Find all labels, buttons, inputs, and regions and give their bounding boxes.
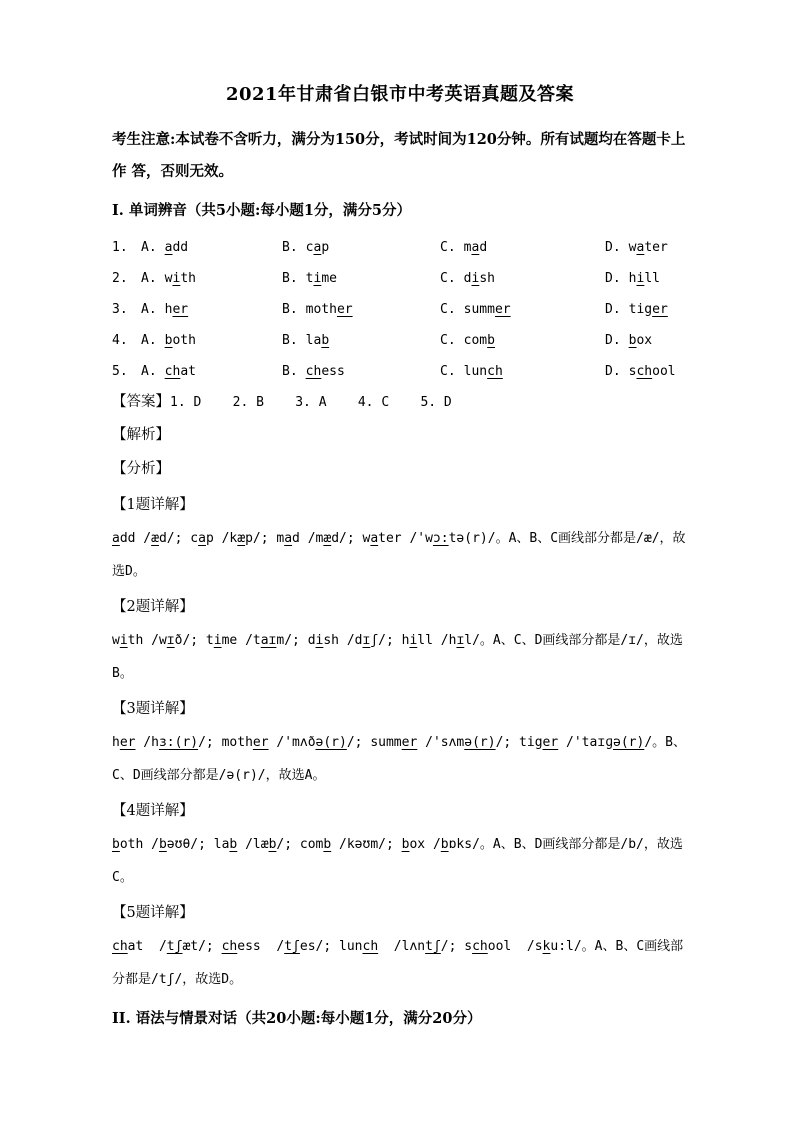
- option-label: D.: [605, 271, 621, 286]
- option-a: [112, 356, 282, 387]
- option-label: A.: [141, 271, 157, 286]
- option-b: [282, 263, 440, 294]
- text: es/; lun: [299, 939, 363, 954]
- option-label: C.: [440, 302, 456, 317]
- question-number: 5.: [112, 364, 128, 379]
- explanation-paragraph: [112, 624, 688, 690]
- explanation-paragraph: [112, 522, 688, 588]
- option-word: [629, 364, 676, 379]
- underlined-text: b: [321, 333, 330, 348]
- question-row: [112, 356, 688, 387]
- option-label: D.: [605, 333, 621, 348]
- question-row: [112, 325, 688, 356]
- option-word: [464, 302, 511, 317]
- text: c: [305, 240, 314, 255]
- option-a: [112, 232, 282, 263]
- underlined-text: æ: [237, 531, 246, 546]
- underlined-text: a: [636, 240, 645, 255]
- underlined-text: b: [164, 333, 173, 348]
- answers-values: 1. D 2. B 3. A 4. C 5. D: [170, 395, 452, 410]
- text: h: [112, 735, 120, 750]
- option-label: B.: [282, 240, 298, 255]
- option-b: [282, 294, 440, 325]
- option-b: [282, 325, 440, 356]
- question-row: [112, 232, 688, 263]
- text: ox: [636, 333, 653, 348]
- text: ool /s: [487, 939, 543, 954]
- underlined-text: i: [172, 271, 181, 286]
- option-label: C.: [440, 364, 456, 379]
- option-label: B.: [282, 271, 298, 286]
- text: ess /: [237, 939, 285, 954]
- option-label: C.: [440, 240, 456, 255]
- text: me /t: [221, 633, 261, 648]
- option-d: [605, 232, 688, 263]
- option-word: [306, 240, 329, 255]
- text: w: [628, 240, 637, 255]
- text: h: [164, 302, 173, 317]
- underlined-text: ch: [487, 364, 503, 379]
- text: oth /: [119, 837, 159, 852]
- underlined-text: ɜ:(r): [158, 735, 199, 750]
- text: /; com: [276, 837, 324, 852]
- underlined-text: ch: [636, 364, 653, 379]
- explanation-list: [112, 488, 688, 996]
- text: /; summ: [346, 735, 402, 750]
- jiexi-label: 【解析】: [112, 427, 170, 443]
- text: p/; m: [245, 531, 285, 546]
- text: sh /d: [323, 633, 363, 648]
- underlined-text: b: [229, 837, 238, 852]
- option-label: A.: [141, 240, 157, 255]
- underlined-text: ɪ: [456, 633, 465, 648]
- option-label: B.: [282, 302, 298, 317]
- underlined-text: a: [112, 531, 120, 546]
- underlined-text: i: [471, 271, 480, 286]
- text: d: [479, 240, 488, 255]
- explanation-heading: 【5题详解】: [112, 905, 194, 921]
- underlined-text: b: [440, 837, 449, 852]
- underlined-text: er: [494, 302, 511, 317]
- answers-label: 【答案】: [112, 394, 170, 410]
- option-a: [112, 325, 282, 356]
- text: tig: [628, 302, 653, 317]
- option-label: C.: [440, 271, 456, 286]
- candidate-notice: [112, 124, 688, 188]
- option-word: [464, 364, 503, 379]
- option-word: [165, 333, 196, 348]
- explanation-paragraph: [112, 828, 688, 894]
- text: ʃ/; h: [370, 633, 410, 648]
- option-c: [440, 356, 605, 387]
- text: /kəʊm/;: [331, 837, 402, 852]
- underlined-text: er: [252, 735, 269, 750]
- option-d: [605, 263, 688, 294]
- text: /; s: [440, 939, 473, 954]
- option-label: B.: [282, 364, 298, 379]
- text: la: [305, 333, 322, 348]
- question-number: 1.: [112, 240, 128, 255]
- underlined-text: er: [119, 735, 136, 750]
- question-row: [112, 294, 688, 325]
- section1-heading: I. 单词辨音（共5小题:每小题1分，满分5分）: [112, 202, 411, 219]
- text: t: [305, 271, 314, 286]
- text: /; moth: [198, 735, 253, 750]
- text: ll: [644, 271, 660, 286]
- text: tə(r)/。A、B、C画线部分都是/æ/，故选D。: [112, 531, 686, 579]
- option-word: [464, 271, 495, 286]
- option-word: [306, 333, 329, 348]
- underlined-text: a: [198, 531, 206, 546]
- text: at /: [127, 939, 167, 954]
- underlined-text: tʃ: [425, 939, 441, 954]
- text: ð/; t: [174, 633, 214, 648]
- underlined-text: er: [401, 735, 418, 750]
- underlined-text: ə(r): [315, 735, 347, 750]
- underlined-text: ə(r): [613, 735, 645, 750]
- answers-line: [112, 387, 688, 418]
- text: moth: [305, 302, 337, 317]
- text: sh: [479, 271, 495, 286]
- explanation-heading: 【1题详解】: [112, 497, 194, 513]
- option-word: [306, 364, 345, 379]
- text: p /k: [205, 531, 238, 546]
- text: th: [180, 271, 196, 286]
- underlined-text: ch: [472, 939, 488, 954]
- text: /; tig: [495, 735, 543, 750]
- underlined-text: b: [158, 837, 167, 852]
- option-word: [464, 333, 495, 348]
- underlined-text: er: [652, 302, 668, 317]
- underlined-text: ə(r): [464, 735, 496, 750]
- underlined-text: ɔ:: [432, 531, 449, 546]
- option-label: D.: [605, 302, 621, 317]
- text: s: [628, 364, 637, 379]
- underlined-text: b: [401, 837, 410, 852]
- text: ter: [644, 240, 668, 255]
- option-word: [165, 271, 196, 286]
- text: ox /: [409, 837, 441, 852]
- text: ll /h: [417, 633, 457, 648]
- notice-line-2: 作 答，否则无效。: [112, 163, 234, 180]
- option-a: [112, 263, 282, 294]
- underlined-text: k: [542, 939, 551, 954]
- option-word: [629, 240, 668, 255]
- option-word: [464, 240, 487, 255]
- phonetics-question-list: [112, 232, 688, 387]
- underlined-text: a: [313, 240, 322, 255]
- underlined-text: b: [323, 837, 332, 852]
- underlined-text: ch: [164, 364, 181, 379]
- underlined-text: a: [471, 240, 480, 255]
- text: ter /'w: [378, 531, 433, 546]
- option-word: [629, 271, 660, 286]
- text: d/; c: [158, 531, 199, 546]
- text: ool: [652, 364, 676, 379]
- option-d: [605, 294, 688, 325]
- underlined-text: er: [542, 735, 559, 750]
- option-c: [440, 263, 605, 294]
- option-word: [306, 271, 337, 286]
- text: u:l/。A、B、C画线部分都是/tʃ/，故选D。: [112, 939, 684, 987]
- text: dd: [172, 240, 189, 255]
- question-row: [112, 263, 688, 294]
- text: d /m: [292, 531, 324, 546]
- explanation-heading: 【3题详解】: [112, 701, 194, 717]
- text: /'sʌm: [417, 735, 465, 750]
- text: me: [321, 271, 337, 286]
- text: oth: [172, 333, 196, 348]
- text: əʊθ/; la: [166, 837, 230, 852]
- text: d: [463, 271, 472, 286]
- underlined-text: i: [409, 633, 418, 648]
- underlined-text: æ: [151, 531, 159, 546]
- text: summ: [463, 302, 495, 317]
- option-label: B.: [282, 333, 298, 348]
- underlined-text: b: [628, 333, 637, 348]
- text: /lʌn: [378, 939, 426, 954]
- option-word: [165, 240, 188, 255]
- option-word: [629, 302, 668, 317]
- underlined-text: i: [313, 271, 322, 286]
- option-a: [112, 294, 282, 325]
- explanation-paragraph: [112, 930, 688, 996]
- question-number: 3.: [112, 302, 128, 317]
- text: w: [164, 271, 173, 286]
- text: æt/;: [182, 939, 222, 954]
- underlined-text: ch: [221, 939, 238, 954]
- text: m/; d: [276, 633, 316, 648]
- notice-line-1: 考生注意:本试卷不含听力，满分为150分，考试时间为120分钟。所有试题均在答题卡上: [112, 131, 686, 148]
- text: p: [321, 240, 330, 255]
- text: /。B、C、D画线部分都是/ə(r)/，故选A。: [112, 735, 686, 783]
- underlined-text: æ: [323, 531, 332, 546]
- text: /læ: [237, 837, 269, 852]
- underlined-text: ch: [362, 939, 379, 954]
- text: at: [180, 364, 196, 379]
- section2-heading: II. 语法与情景对话（共20小题:每小题1分，满分20分）: [112, 1010, 482, 1027]
- text: m: [463, 240, 472, 255]
- text: ɒks/。A、B、D画线部分都是/b/，故选C。: [112, 837, 683, 885]
- underlined-text: b: [268, 837, 277, 852]
- explanation-paragraph: [112, 726, 688, 792]
- option-label: A.: [141, 333, 157, 348]
- option-c: [440, 232, 605, 263]
- option-word: [165, 364, 196, 379]
- option-label: A.: [141, 302, 157, 317]
- option-word: [629, 333, 652, 348]
- underlined-text: i: [119, 633, 128, 648]
- underlined-text: tʃ: [166, 939, 183, 954]
- option-d: [605, 325, 688, 356]
- text: d/; w: [331, 531, 371, 546]
- document-title: 2021年甘肃省白银市中考英语真题及答案: [225, 84, 575, 105]
- underlined-text: i: [213, 633, 222, 648]
- option-label: D.: [605, 240, 621, 255]
- text: /'taɪɡ: [558, 735, 613, 750]
- option-label: D.: [605, 364, 621, 379]
- text: ess: [321, 364, 345, 379]
- underlined-text: ɪ: [166, 633, 175, 648]
- text: com: [463, 333, 488, 348]
- text: lun: [463, 364, 488, 379]
- option-label: C.: [440, 333, 456, 348]
- fenxi-label: 【分析】: [112, 461, 170, 477]
- underlined-text: ɪ: [362, 633, 371, 648]
- underlined-text: ch: [305, 364, 322, 379]
- text: w: [112, 633, 120, 648]
- underlined-text: a: [370, 531, 379, 546]
- underlined-text: a: [284, 531, 293, 546]
- underlined-text: ch: [112, 939, 128, 954]
- text: dd /: [119, 531, 152, 546]
- text: th /w: [127, 633, 167, 648]
- option-word: [165, 302, 188, 317]
- option-c: [440, 325, 605, 356]
- option-b: [282, 232, 440, 263]
- underlined-text: aɪ: [260, 633, 277, 648]
- option-d: [605, 356, 688, 387]
- underlined-text: i: [315, 633, 324, 648]
- explanation-heading: 【4题详解】: [112, 803, 194, 819]
- option-label: A.: [141, 364, 157, 379]
- underlined-text: b: [112, 837, 120, 852]
- question-number: 4.: [112, 333, 128, 348]
- explanation-heading: 【2题详解】: [112, 599, 194, 615]
- option-b: [282, 356, 440, 387]
- underlined-text: tʃ: [284, 939, 300, 954]
- text: l/。A、C、D画线部分都是/ɪ/，故选B。: [112, 633, 683, 681]
- underlined-text: b: [487, 333, 495, 348]
- option-c: [440, 294, 605, 325]
- option-word: [306, 302, 353, 317]
- underlined-text: i: [636, 271, 645, 286]
- question-number: 2.: [112, 271, 128, 286]
- text: h: [628, 271, 637, 286]
- text: /h: [135, 735, 159, 750]
- text: /'mʌð: [268, 735, 316, 750]
- underlined-text: er: [336, 302, 353, 317]
- underlined-text: a: [164, 240, 173, 255]
- underlined-text: er: [172, 302, 189, 317]
